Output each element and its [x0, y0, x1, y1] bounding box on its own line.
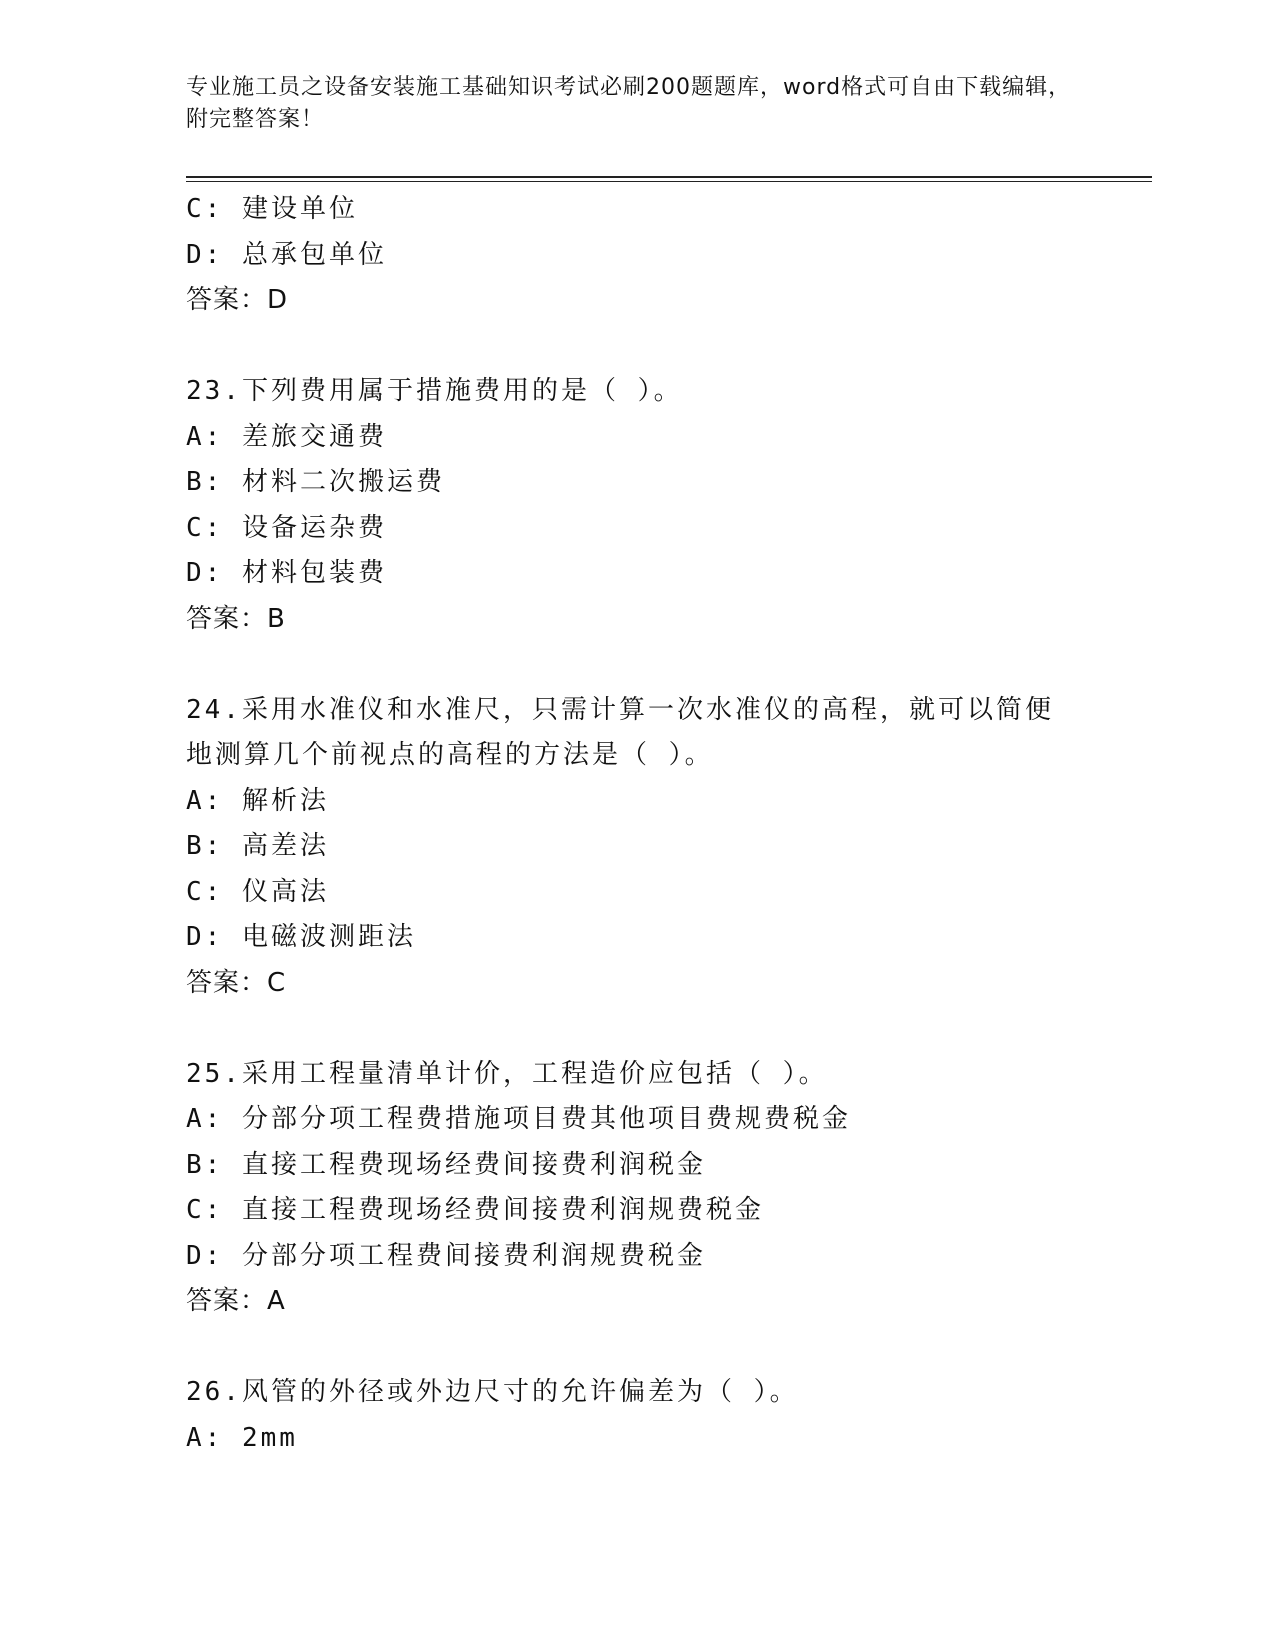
question-text: 23.下列费用属于措施费用的是（ ）。 [186, 376, 683, 406]
option-a: A: 2mm [186, 1422, 298, 1453]
answer-line: 答案：A [186, 1286, 286, 1316]
spacer [186, 324, 1136, 370]
question-text: 25.采用工程量清单计价，工程造价应包括（ ）。 [186, 1058, 828, 1089]
question-block-24 [186, 688, 1136, 1007]
header-divider-thin [186, 181, 1152, 182]
answer-line: 答案：C [186, 967, 287, 998]
option-c: C: 设备运杂费 [186, 512, 387, 543]
question-block-partial [186, 187, 1136, 324]
option-d: D: 分部分项工程费间接费利润规费税金 [186, 1240, 706, 1271]
option-b: B: 材料二次搬运费 [186, 467, 445, 497]
answer-line: 答案：B [186, 603, 286, 634]
option-b: B: 直接工程费现场经费间接费利润税金 [186, 1149, 706, 1180]
question-block-25 [186, 1052, 1136, 1325]
option-c: C: 建设单位 [186, 194, 358, 224]
question-text: 24.采用水准仪和水准尺，只需计算一次水准仪的高程，就可以简便地测算几个前视点的高程的方法是（ ）。 [186, 694, 1054, 770]
document-header: 专业施工员之设备安装施工基础知识考试必刷200题题库，word格式可自由下载编辑，附完整答案！ [186, 75, 1072, 132]
question-content [186, 187, 1136, 1461]
question-block-26 [186, 1370, 1136, 1461]
option-d: D: 材料包装费 [186, 558, 387, 588]
option-b: B: 高差法 [186, 831, 329, 861]
spacer [186, 1325, 1136, 1371]
option-d: D: 电磁波测距法 [186, 922, 416, 952]
option-c: C: 直接工程费现场经费间接费利润规费税金 [186, 1195, 764, 1225]
header-divider-thick [186, 176, 1152, 178]
option-d: D: 总承包单位 [186, 239, 387, 270]
question-block-23 [186, 369, 1136, 642]
answer-line: 答案：D [186, 285, 289, 315]
spacer [186, 642, 1136, 688]
option-a: A: 差旅交通费 [186, 421, 387, 452]
option-c: C: 仪高法 [186, 876, 329, 907]
spacer [186, 1006, 1136, 1052]
option-a: A: 分部分项工程费措施项目费其他项目费规费税金 [186, 1104, 851, 1134]
question-text: 26.风管的外径或外边尺寸的允许偏差为（ ）。 [186, 1377, 799, 1407]
option-a: A: 解析法 [186, 785, 329, 816]
